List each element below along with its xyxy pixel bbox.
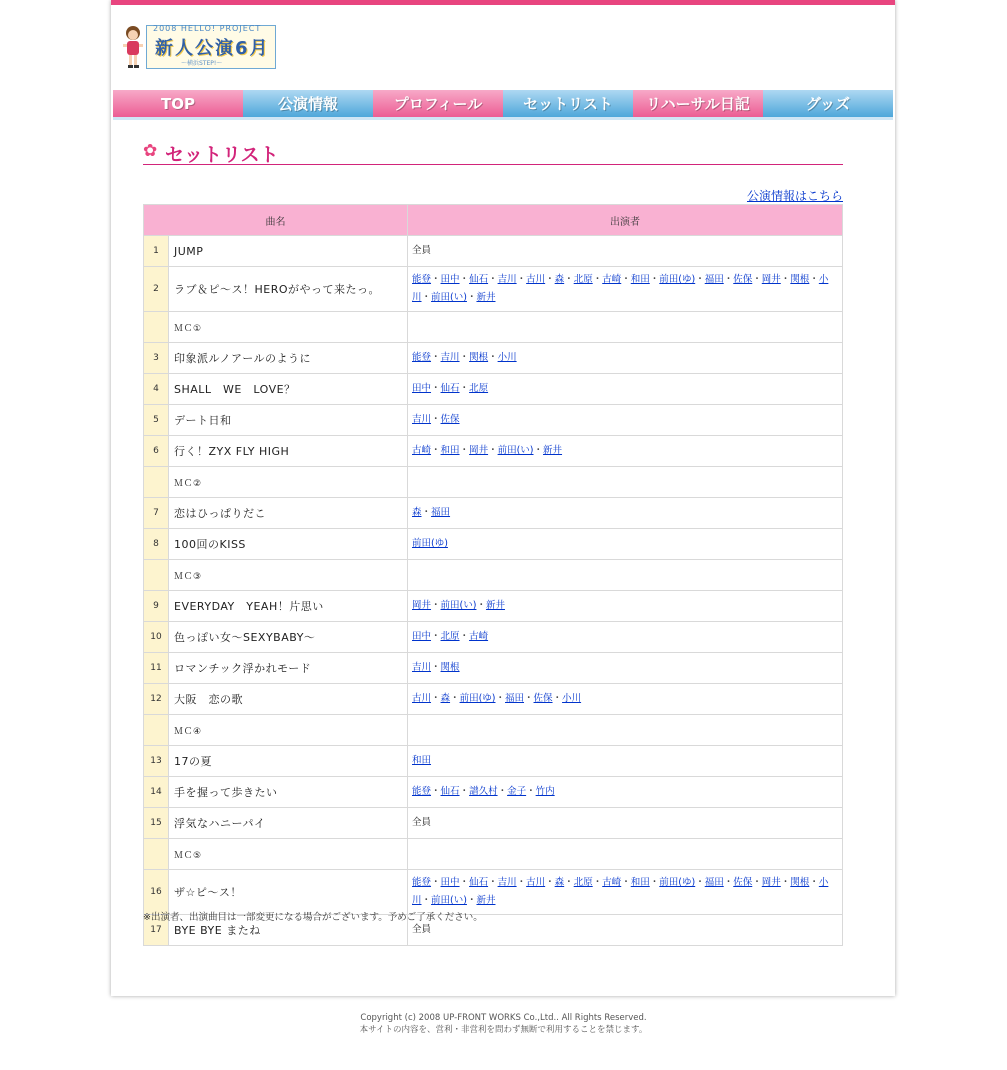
table-row xyxy=(144,777,843,808)
table-row xyxy=(144,653,843,684)
performer-link[interactable]: 北原 xyxy=(573,877,593,888)
performer-link[interactable]: 前田(い) xyxy=(431,895,467,906)
performer-separator: ・ xyxy=(752,274,762,285)
performers-cell xyxy=(408,312,843,343)
performer-link[interactable]: 古崎 xyxy=(602,877,622,888)
performer-link[interactable]: 北原 xyxy=(573,274,593,285)
table-row xyxy=(144,498,843,529)
song-title: 17の夏 xyxy=(169,746,408,777)
performer-separator: ・ xyxy=(431,445,441,456)
performer-separator: ・ xyxy=(466,292,477,303)
row-number xyxy=(144,312,169,343)
performer-text: 全員 xyxy=(412,817,432,828)
performer-separator: ・ xyxy=(592,274,603,285)
performer-link[interactable]: 森 xyxy=(554,877,565,888)
song-title: ザ☆ピ〜ス！ xyxy=(169,870,408,915)
performer-separator: ・ xyxy=(431,877,441,888)
performer-link[interactable]: 新井 xyxy=(543,445,563,456)
performer-link[interactable]: 福田 xyxy=(704,877,724,888)
performer-link[interactable]: 仙石 xyxy=(469,877,489,888)
performers-cell xyxy=(408,467,843,498)
main-nav xyxy=(113,90,893,120)
performer-link[interactable]: 福田 xyxy=(704,274,724,285)
performer-separator: ・ xyxy=(431,352,441,363)
logo-sub-text: 〜横浜STEP!〜 xyxy=(181,60,223,67)
performers-cell xyxy=(408,715,843,746)
performer-link[interactable]: 古崎 xyxy=(469,631,489,642)
table-row xyxy=(144,529,843,560)
performers-cell xyxy=(408,529,843,560)
performer-separator: ・ xyxy=(495,693,505,704)
performer-separator: ・ xyxy=(621,274,631,285)
table-row xyxy=(144,870,843,915)
footer xyxy=(0,1012,1007,1036)
flower-icon: ✿ xyxy=(143,141,158,161)
performer-link[interactable]: 福田 xyxy=(505,693,525,704)
performer-separator: ・ xyxy=(431,693,441,704)
song-title: 行く！ZYX FLY HIGH xyxy=(169,436,408,467)
performer-separator: ・ xyxy=(533,445,544,456)
performer-link[interactable]: 森 xyxy=(554,274,565,285)
song-title: ＭＣ④ xyxy=(169,715,408,746)
performer-link[interactable]: 新井 xyxy=(485,600,505,611)
performer-separator: ・ xyxy=(695,274,705,285)
performer-separator: ・ xyxy=(431,786,441,797)
copyright-text: Copyright (c) 2008 UP-FRONT WORKS Co.,Ltd.. All Rights Reserved. xyxy=(360,1013,647,1023)
nav-goods[interactable]: グッズ xyxy=(763,90,893,120)
performer-separator: ・ xyxy=(488,877,498,888)
performer-link[interactable]: 前田(ゆ) xyxy=(659,274,696,285)
performer-link[interactable]: 和田 xyxy=(630,877,650,888)
performers-cell xyxy=(408,839,843,870)
performer-separator: ・ xyxy=(421,292,432,303)
song-title: 大阪 恋の歌 xyxy=(169,684,408,715)
performer-link[interactable]: 関根 xyxy=(790,877,810,888)
song-title: ラブ＆ピ〜ス！HEROがやって来たっ。 xyxy=(169,267,408,312)
performer-separator: ・ xyxy=(723,274,734,285)
page-title: セットリスト xyxy=(165,144,279,166)
row-number: 5 xyxy=(144,405,169,436)
table-row xyxy=(144,374,843,405)
performers-cell xyxy=(408,591,843,622)
logo-main-text: 新人公演6月 xyxy=(155,38,270,59)
performer-separator: ・ xyxy=(545,274,555,285)
song-title: 100回のKISS xyxy=(169,529,408,560)
mc-row xyxy=(144,312,843,343)
performer-link[interactable]: 新井 xyxy=(476,292,496,303)
setlist-table xyxy=(143,204,843,946)
performer-link[interactable]: 古川 xyxy=(526,877,546,888)
performer-link[interactable]: 能登 xyxy=(412,877,432,888)
performer-separator: ・ xyxy=(459,383,470,394)
row-number: 11 xyxy=(144,653,169,684)
performer-link[interactable]: 吉川 xyxy=(412,414,432,425)
performer-separator: ・ xyxy=(524,693,534,704)
performer-link[interactable]: 前田(ゆ) xyxy=(412,538,448,549)
usage-notice: 本サイトの内容を、営利・非営利を問わず無断で利用することを禁じます。 xyxy=(359,1025,648,1035)
performer-link[interactable]: 田中 xyxy=(412,383,432,394)
row-number: 4 xyxy=(144,374,169,405)
performer-link[interactable]: 北原 xyxy=(440,631,460,642)
row-number: 15 xyxy=(144,808,169,839)
performer-link[interactable]: 前田(い) xyxy=(440,600,477,611)
table-header-row xyxy=(144,205,843,236)
performer-link[interactable]: 小川 xyxy=(412,877,829,906)
performer-separator: ・ xyxy=(421,507,432,518)
row-number: 17 xyxy=(144,915,169,946)
song-title: JUMP xyxy=(169,236,408,267)
performer-separator: ・ xyxy=(497,786,508,797)
song-title: 印象派ルノアールのように xyxy=(169,343,408,374)
song-title: ＭＣ⑤ xyxy=(169,839,408,870)
performer-link[interactable]: 前田(ゆ) xyxy=(459,693,496,704)
performer-separator: ・ xyxy=(649,274,660,285)
song-title: ＭＣ① xyxy=(169,312,408,343)
performer-separator: ・ xyxy=(809,877,819,888)
nav-performance-info[interactable]: 公演情報 xyxy=(243,90,373,120)
performers-cell xyxy=(408,870,843,915)
row-number: 3 xyxy=(144,343,169,374)
performer-text: 全員 xyxy=(412,245,432,256)
performer-link[interactable]: 田中 xyxy=(412,631,432,642)
performer-link[interactable]: 森 xyxy=(440,693,451,704)
performer-link[interactable]: 吉川 xyxy=(497,274,517,285)
performer-separator: ・ xyxy=(723,877,734,888)
performer-link[interactable]: 小川 xyxy=(497,352,517,363)
performer-link[interactable]: 田中 xyxy=(440,877,460,888)
section-heading xyxy=(143,140,843,165)
performer-link[interactable]: 関根 xyxy=(469,352,489,363)
performers-cell xyxy=(408,622,843,653)
row-number: 10 xyxy=(144,622,169,653)
song-title: 浮気なハニーパイ xyxy=(169,808,408,839)
mc-row xyxy=(144,560,843,591)
performer-link[interactable]: 佐保 xyxy=(440,414,460,425)
performer-separator: ・ xyxy=(459,786,470,797)
performer-link[interactable]: 能登 xyxy=(412,274,432,285)
performer-separator: ・ xyxy=(564,877,574,888)
performer-separator: ・ xyxy=(488,352,498,363)
performer-separator: ・ xyxy=(752,877,762,888)
table-row xyxy=(144,405,843,436)
performer-link[interactable]: 佐保 xyxy=(533,693,553,704)
performer-link[interactable]: 新井 xyxy=(476,895,496,906)
nav-profile[interactable]: プロフィール xyxy=(373,90,503,120)
performer-link[interactable]: 関根 xyxy=(790,274,810,285)
performer-separator: ・ xyxy=(431,383,441,394)
row-number xyxy=(144,467,169,498)
performance-info-link[interactable]: 公演情報はこちら xyxy=(746,189,843,203)
top-accent-bar xyxy=(111,0,895,5)
performers-cell xyxy=(408,808,843,839)
performer-separator: ・ xyxy=(476,600,486,611)
performers-cell xyxy=(408,343,843,374)
mc-row xyxy=(144,715,843,746)
row-number: 9 xyxy=(144,591,169,622)
performer-separator: ・ xyxy=(809,274,819,285)
song-title: ＭＣ② xyxy=(169,467,408,498)
performer-link[interactable]: 佐保 xyxy=(733,274,753,285)
performer-separator: ・ xyxy=(450,693,460,704)
performers-cell xyxy=(408,405,843,436)
table-row xyxy=(144,622,843,653)
row-number: 13 xyxy=(144,746,169,777)
song-title: EVERYDAY YEAH！片思い xyxy=(169,591,408,622)
performer-separator: ・ xyxy=(431,274,441,285)
row-number: 6 xyxy=(144,436,169,467)
performer-link[interactable]: 北原 xyxy=(469,383,489,394)
logo-top-text: 2008 HELLO! PROJECT xyxy=(153,24,262,33)
song-title: 色っぽい女〜SEXYBABY〜 xyxy=(169,622,408,653)
performer-separator: ・ xyxy=(780,274,791,285)
performer-link[interactable]: 田中 xyxy=(440,274,460,285)
nav-rehearsal-diary[interactable]: リハーサル日記 xyxy=(633,90,763,120)
row-number xyxy=(144,560,169,591)
performer-link[interactable]: 岡井 xyxy=(412,600,432,611)
performer-link[interactable]: 仙石 xyxy=(440,383,460,394)
performer-separator: ・ xyxy=(431,631,441,642)
performer-link[interactable]: 吉川 xyxy=(497,877,517,888)
song-title: 手を握って歩きたい xyxy=(169,777,408,808)
performer-link[interactable]: 小川 xyxy=(562,693,582,704)
performer-separator: ・ xyxy=(466,895,477,906)
song-title: 恋はひっぱりだこ xyxy=(169,498,408,529)
performer-separator: ・ xyxy=(459,352,470,363)
performers-cell xyxy=(408,436,843,467)
mc-row xyxy=(144,467,843,498)
performer-separator: ・ xyxy=(695,877,705,888)
performer-separator: ・ xyxy=(516,877,527,888)
performer-separator: ・ xyxy=(431,662,441,673)
performer-link[interactable]: 佐保 xyxy=(733,877,753,888)
performer-separator: ・ xyxy=(516,274,527,285)
mc-row xyxy=(144,839,843,870)
performer-link[interactable]: 仙石 xyxy=(469,274,489,285)
performers-cell xyxy=(408,267,843,312)
performer-separator: ・ xyxy=(459,445,470,456)
performer-link[interactable]: 古崎 xyxy=(412,445,432,456)
nav-setlist[interactable]: セットリスト xyxy=(503,90,633,120)
performer-separator: ・ xyxy=(564,274,574,285)
performers-cell xyxy=(408,498,843,529)
performers-cell xyxy=(408,374,843,405)
performer-link[interactable]: 岡井 xyxy=(469,445,489,456)
table-row xyxy=(144,236,843,267)
performer-link[interactable]: 仙石 xyxy=(440,786,460,797)
row-number: 8 xyxy=(144,529,169,560)
performer-link[interactable]: 古川 xyxy=(412,693,432,704)
performer-link[interactable]: 小川 xyxy=(412,274,829,303)
table-row xyxy=(144,684,843,715)
performers-cell xyxy=(408,684,843,715)
performer-separator: ・ xyxy=(459,274,470,285)
performers-cell xyxy=(408,746,843,777)
performer-link[interactable]: 吉川 xyxy=(440,352,460,363)
performers-cell xyxy=(408,560,843,591)
performer-link[interactable]: 能登 xyxy=(412,352,432,363)
performers-cell xyxy=(408,777,843,808)
row-number: 1 xyxy=(144,236,169,267)
page-container xyxy=(111,0,895,996)
table-row xyxy=(144,591,843,622)
performer-link[interactable]: 能登 xyxy=(412,786,432,797)
performer-separator: ・ xyxy=(526,786,536,797)
table-row xyxy=(144,808,843,839)
setlist-body xyxy=(144,236,843,946)
performer-link[interactable]: 古崎 xyxy=(602,274,622,285)
girl-mascot-icon xyxy=(121,24,145,70)
performer-link[interactable]: 前田(ゆ) xyxy=(659,877,696,888)
performer-separator: ・ xyxy=(488,274,498,285)
performer-link[interactable]: 金子 xyxy=(507,786,527,797)
row-number: 12 xyxy=(144,684,169,715)
performer-separator: ・ xyxy=(649,877,660,888)
row-number: 14 xyxy=(144,777,169,808)
performer-separator: ・ xyxy=(592,877,603,888)
table-row xyxy=(144,343,843,374)
performer-link[interactable]: 和田 xyxy=(630,274,650,285)
disclaimer-note: ※出演者、出演曲目は一部変更になる場合がございます。予めご了承ください。 xyxy=(143,912,483,923)
performer-separator: ・ xyxy=(459,877,470,888)
performer-link[interactable]: 譜久村 xyxy=(469,786,498,797)
performer-link[interactable]: 竹内 xyxy=(535,786,555,797)
row-number: 2 xyxy=(144,267,169,312)
row-number: 7 xyxy=(144,498,169,529)
table-row xyxy=(144,267,843,312)
performer-separator: ・ xyxy=(421,895,432,906)
performer-separator: ・ xyxy=(545,877,555,888)
row-number xyxy=(144,839,169,870)
performer-link[interactable]: 吉川 xyxy=(412,662,432,673)
performer-separator: ・ xyxy=(431,600,441,611)
row-number xyxy=(144,715,169,746)
header-performers: 出演者 xyxy=(408,205,843,236)
performers-cell xyxy=(408,653,843,684)
performer-link[interactable]: 森 xyxy=(412,507,422,518)
song-title: デート日和 xyxy=(169,405,408,436)
performer-link[interactable]: 関根 xyxy=(440,662,460,673)
performer-link[interactable]: 古川 xyxy=(526,274,546,285)
nav-top[interactable]: TOP xyxy=(113,90,243,120)
performer-separator: ・ xyxy=(552,693,563,704)
song-title: ＭＣ③ xyxy=(169,560,408,591)
performer-separator: ・ xyxy=(459,631,470,642)
performers-cell xyxy=(408,236,843,267)
performer-text: 全員 xyxy=(412,924,432,935)
header-song: 曲名 xyxy=(144,205,408,236)
performer-separator: ・ xyxy=(780,877,791,888)
performer-link[interactable]: 福田 xyxy=(431,507,451,518)
row-number: 16 xyxy=(144,870,169,915)
song-title: SHALL WE LOVE？ xyxy=(169,374,408,405)
table-row xyxy=(144,436,843,467)
performer-link[interactable]: 岡井 xyxy=(761,877,781,888)
song-title: ロマンチック浮かれモード xyxy=(169,653,408,684)
performer-link[interactable]: 前田(い) xyxy=(497,445,534,456)
performer-separator: ・ xyxy=(431,414,441,425)
song-title: BYE BYE またね xyxy=(169,915,408,946)
performer-separator: ・ xyxy=(488,445,498,456)
performer-link[interactable]: 岡井 xyxy=(761,274,781,285)
table-row xyxy=(144,746,843,777)
performer-link[interactable]: 和田 xyxy=(412,755,432,766)
performer-link[interactable]: 和田 xyxy=(440,445,460,456)
performer-link[interactable]: 前田(い) xyxy=(431,292,467,303)
performer-separator: ・ xyxy=(621,877,631,888)
site-logo[interactable] xyxy=(121,20,276,72)
